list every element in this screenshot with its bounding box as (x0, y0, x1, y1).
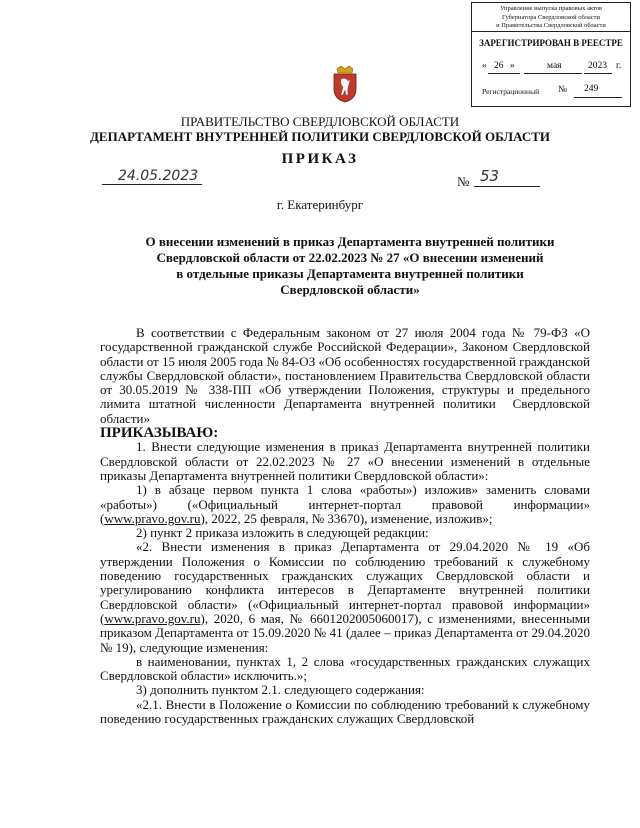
preamble-text-end: Свердловской области» (100, 396, 590, 426)
stamp-quote-open: « (482, 61, 487, 71)
document-number: 53 (480, 167, 500, 185)
document-title (100, 234, 600, 298)
title-line: Свердловской области от 22.02.2023 № 27 «О внесении изменений (156, 250, 544, 265)
item-3-text: «2.1. Внести в Положение о Комиссии по соблюдению требований к служебному поведению государственных гражданских служащих Свердловской (100, 696, 590, 727)
pravo-link[interactable]: www.pravo.gov.ru (104, 610, 201, 626)
order-word: ПРИКАЗЫВАЮ: (100, 425, 219, 442)
stamp-year-suffix: г. (616, 61, 622, 71)
government-name: ПРАВИТЕЛЬСТВО СВЕРДЛОВСКОЙ ОБЛАСТИ (180, 114, 460, 129)
stamp-year-line (584, 73, 612, 74)
pravo-link[interactable]: www.pravo.gov.ru (104, 510, 201, 526)
item-3: 3) дополнить пунктом 2.1. следующего содержания: (136, 682, 425, 698)
stamp-day: 26 (494, 61, 504, 71)
item-2-text-end: ), 2020, 6 мая, № 6601202005060017), с изменениями, внесенными приказом Департамента от 15.09.2020 № 41 (далее – приказ Департамента от 29.04.2020 № 19), следующие изменения: (100, 610, 590, 655)
number-sign: № (457, 174, 470, 189)
title-line: О внесении изменений в приказ Департамента внутренней политики (145, 234, 555, 249)
stamp-header-line: Управление выпуска правовых актов (499, 5, 603, 12)
item-2-sub: в наименовании, пунктах 1, 2 слова «государственных гражданских служащих Свердловской области» исключить.»; (100, 653, 590, 684)
stamp-no-sign: № (558, 85, 568, 95)
stamp-header-line: и Правительства Свердловской области (496, 22, 606, 29)
document-date: 24.05.2023 (118, 168, 199, 184)
stamp-day-line (488, 73, 520, 74)
title-line: в отдельные приказы Департамента внутренней политики (176, 266, 524, 281)
number-underline (474, 186, 540, 187)
preamble-text: В соответствии с Федеральным законом от 27 июля 2004 года № 79-ФЗ «О государственной гражданской службе Российской Федерации», Законом Свердловской области от 15 июля 2005 года № 84-ОЗ «Об особенностях государственной гражданской службы Свердловской области», постановлением Правительства Свердловской области от 30.05.2019 № 338-ПП «Об утверждении Положения, структуры и предельного лимита штатной численности Департамента внутренней политики (100, 325, 590, 412)
registration-stamp (471, 2, 631, 107)
document-type: ПРИКАЗ (281, 151, 359, 167)
date-underline (102, 184, 202, 185)
stamp-quote-close: » (510, 61, 515, 71)
item-1: 1. Внести следующие изменения в приказ Департамента внутренней политики Свердловской области от 22.02.2023 № 27 «О внесении изменений в отдельные приказы Департамента внутренней политики Свердловской области»: (100, 439, 590, 483)
stamp-header (472, 3, 630, 32)
item-2 (100, 540, 590, 654)
stamp-reg-line (574, 97, 622, 98)
preamble-paragraph (100, 326, 590, 426)
item-2-text: «2. Внести изменения в приказ Департамента от 29.04.2020 № 19 «Об утверждении Положения о Комиссии по соблюдению требований к служебному поведению государственных гражданских служащих Свердловской области и урегулированию конфликта интересов в Департаменте внутренней политики Свердловской области» («Официальный интернет-портал правовой информации» ( (100, 539, 590, 626)
title-line: Свердловской области» (280, 282, 420, 297)
item-1-2: 2) пункт 2 приказа изложить в следующей редакции: (136, 525, 429, 541)
stamp-title: ЗАРЕГИСТРИРОВАН В РЕЕСТРЕ (479, 38, 623, 48)
stamp-reg-label: Регистрационный (482, 87, 540, 96)
stamp-reg-number: 249 (584, 84, 599, 94)
document-body (100, 326, 590, 726)
department-name: ДЕПАРТАМЕНТ ВНУТРЕННЕЙ ПОЛИТИКИ СВЕРДЛОВСКОЙ ОБЛАСТИ (89, 129, 551, 144)
stamp-month-line (524, 73, 582, 74)
stamp-year: 2023 (588, 61, 607, 71)
item-1-1-text-end: ), 2022, 25 февраля, № 33670), изменение, изложив»; (200, 510, 493, 526)
coat-of-arms-icon (331, 65, 359, 103)
stamp-header-line: Губернатора Свердловской области (501, 13, 601, 21)
item-1-1-text: 1) в абзаце первом пункта 1 слова «работы») изложив» заменить словами «работы») («Официальный интернет-портал правовой информации» ( (100, 482, 590, 526)
item-1-1 (100, 483, 590, 526)
stamp-month: мая (547, 61, 562, 71)
city: г. Екатеринбург (276, 197, 364, 212)
